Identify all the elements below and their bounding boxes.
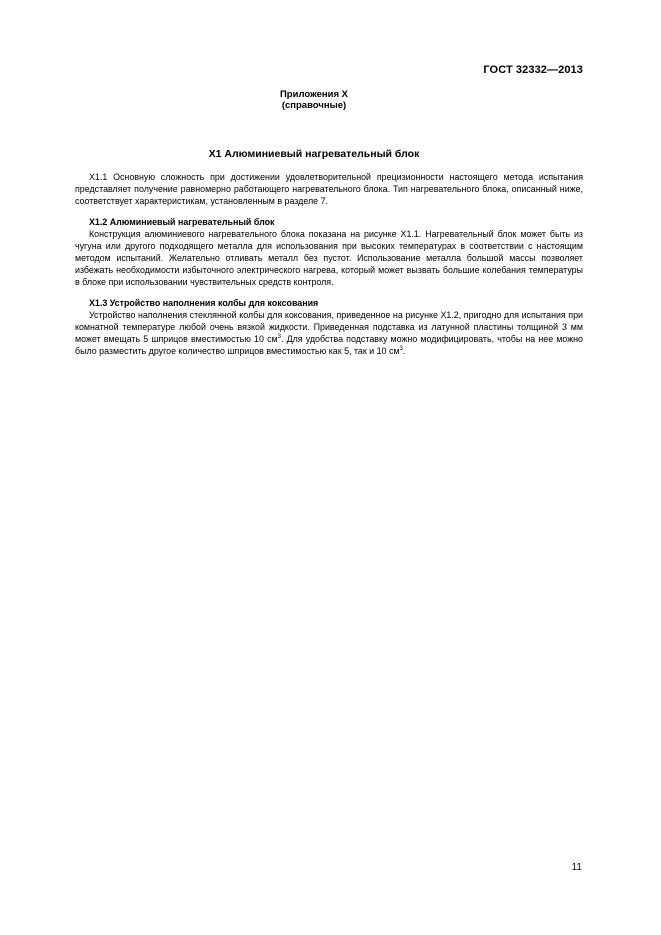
subsection-heading-x1-2: Х1.2 Алюминиевый нагревательный блок (89, 217, 275, 227)
paragraph-x1-1-block (75, 171, 583, 207)
paragraph-x1-2: Конструкция алюминиевого нагревательного блока показана на рисунке Х1.1. Нагревательный блок может быть из чугуна или другого подходящего металла для использования при высоких температурах в соответствии с настоящим методом испытаний. Желательно отливать металл без пустот. Использование металла большой массы позволяет избежать необходимости избыточного электрического нагрева, который может вызвать большие колебания температуры в блоке при использовании чувствительных средств контроля. (75, 229, 583, 288)
section-title: Х1 Алюминиевый нагревательный блок (208, 148, 420, 160)
subsection-heading-x1-3: Х1.3 Устройство наполнения колбы для коксования (89, 298, 319, 308)
paragraph-x1-1: Х1.1 Основную сложность при достижении удовлетворительной прецизионности настоящего метода испытания представляет получение равномерно работающего нагревательного блока. Тип нагревательного блока, описанный ниже, соответствует характеристикам, установленным в разделе 7. (75, 172, 583, 207)
document-code: ГОСТ 32332—2013 (483, 64, 583, 76)
paragraph-x1-3-part-a: Устройство наполнения стеклянной колбы для коксования, приведенное на рисунке Х1.2, пригодно для испытания при комнатной температуре любой очень вязкой жидкости. Приведенная подставка из латунной пластины толщиной 3 мм может вмещать 5 шприцов вместимостью 10 см (75, 310, 583, 345)
paragraph-x1-3 (75, 309, 583, 357)
page-number: 11 (571, 862, 582, 873)
paragraph-x1-2-block (75, 216, 583, 289)
paragraph-x1-3-block (75, 297, 583, 357)
paragraph-x1-3-part-b: . Для удобства подставку можно модифицировать, чтобы на нее можно было разместить другое количество шприцов вместимостью как 5, так и 10 см (75, 334, 583, 357)
appendix-heading (0, 89, 628, 111)
appendix-subtitle: (справочные) (281, 100, 347, 111)
superscript-cube-1: 3 (277, 334, 281, 341)
appendix-title: Приложения Х (279, 89, 349, 100)
paragraph-x1-3-part-c: . (402, 346, 406, 357)
superscript-cube-2: 3 (399, 346, 403, 353)
